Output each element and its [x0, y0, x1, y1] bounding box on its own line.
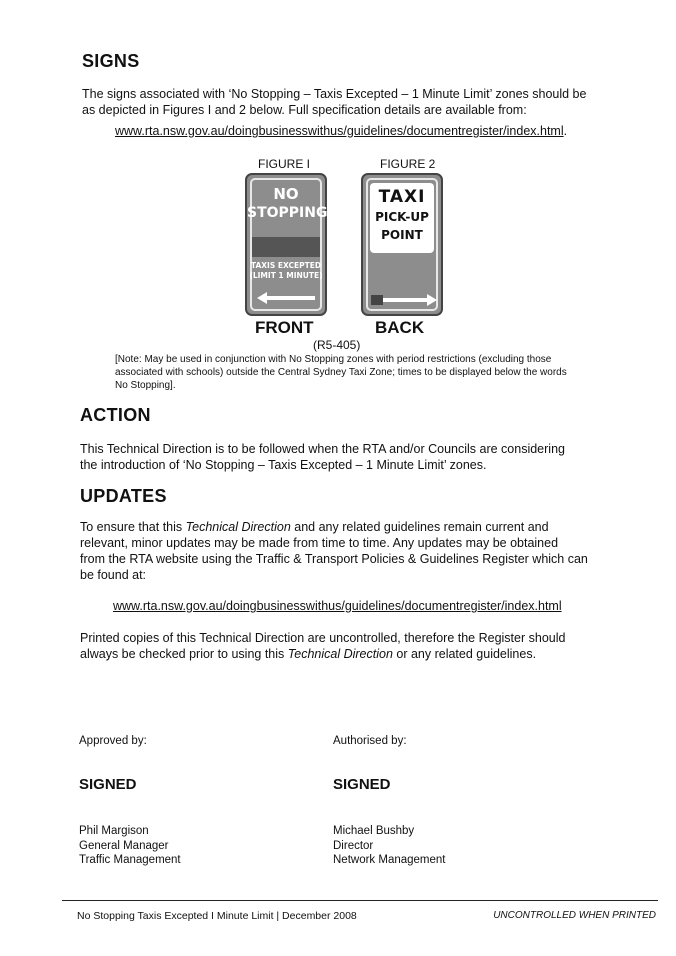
front-label: FRONT	[255, 318, 314, 337]
signs-para-line1: The signs associated with ‘No Stopping – Taxis Excepted – 1 Minute Limit’ zones should be	[82, 87, 587, 101]
left-signed: SIGNED	[79, 776, 137, 793]
sign1-small2: (LIMIT 1 MINUTE)	[249, 271, 323, 280]
sign1-line1: NO	[273, 185, 299, 203]
taxi-pickup-sign-back	[361, 173, 443, 316]
printed-line2: always be checked prior to using this Technical Direction or any related guidelines.	[80, 647, 537, 661]
sign2-line1: TAXI	[378, 187, 426, 207]
authorised-by-caption: Authorised by:	[333, 735, 407, 747]
right-dept: Network Management	[333, 854, 446, 866]
updates-line3: from the RTA website using the Traffic & Transport Policies & Guidelines Register which can	[80, 552, 588, 566]
note-line2: associated with schools) outside the Central Sydney Taxi Zone; times to be displayed below the words	[115, 367, 567, 378]
left-signatory	[79, 824, 181, 868]
specification-link[interactable]: www.rta.nsw.gov.au/doingbusinesswithus/guidelines/documentregister/index.html	[115, 124, 564, 138]
updates-heading: UPDATES	[80, 486, 167, 506]
signs-para-line2: as depicted in Figures I and 2 below. Full specification details are available from:	[82, 103, 527, 117]
sign2-line3: POINT	[381, 228, 423, 242]
no-stopping-sign-front	[245, 173, 327, 316]
signs-heading: SIGNS	[82, 51, 140, 71]
updates-line1: To ensure that this Technical Direction and any related guidelines remain current and	[80, 520, 549, 534]
action-line2: the introduction of ‘No Stopping – Taxis Excepted – 1 Minute Limit’ zones.	[80, 458, 487, 472]
technical-direction-italic-2: Technical Direction	[287, 647, 393, 661]
sign1-small1: TAXIS EXCEPTED	[250, 261, 322, 270]
note-line1: [Note: May be used in conjunction with No Stopping zones with period restrictions (excluding those	[115, 354, 552, 365]
sign2-line2: PICK-UP	[375, 210, 429, 224]
left-arrow-icon	[257, 292, 315, 304]
approved-by-caption: Approved by:	[79, 735, 147, 747]
right-signed: SIGNED	[333, 776, 391, 793]
signs-link-row	[115, 124, 567, 138]
sign1-line2: STOPPING	[247, 205, 328, 221]
sign2-dark-square	[371, 295, 383, 305]
link-period: .	[563, 124, 568, 138]
action-paragraph	[80, 441, 602, 473]
technical-direction-italic: Technical Direction	[185, 520, 291, 534]
left-title: General Manager	[79, 839, 169, 852]
sign-note	[115, 353, 603, 392]
right-title: Director	[333, 839, 374, 852]
sign-code: (R5-405)	[313, 338, 361, 352]
left-dept: Traffic Management	[79, 854, 181, 866]
signs-paragraph	[82, 86, 602, 118]
footer-right: UNCONTROLLED WHEN PRINTED	[493, 910, 656, 921]
right-arrow-icon	[383, 294, 437, 306]
printed-line1: Printed copies of this Technical Direction are uncontrolled, therefore the Register should	[80, 631, 566, 645]
printed-copies-paragraph	[80, 630, 602, 662]
updates-line4: be found at:	[80, 568, 147, 582]
register-link[interactable]: www.rta.nsw.gov.au/doingbusinesswithus/guidelines/documentregister/index.html	[113, 599, 562, 613]
right-signatory	[333, 824, 446, 868]
figure2-label: FIGURE 2	[380, 157, 436, 171]
updates-line2: relevant, minor updates may be made from time to time. Any updates may be obtained	[80, 536, 559, 550]
updates-link-row	[113, 599, 562, 613]
footer-rule	[62, 900, 658, 901]
back-label: BACK	[375, 318, 425, 337]
action-heading: ACTION	[80, 405, 151, 425]
footer-left: No Stopping Taxis Excepted I Minute Limit | December 2008	[77, 910, 357, 922]
note-line3: No Stopping].	[115, 380, 176, 391]
left-name: Phil Margison	[79, 825, 149, 837]
figure1-label: FIGURE I	[258, 157, 311, 171]
action-line1: This Technical Direction is to be followed when the RTA and/or Councils are considering	[80, 442, 565, 456]
updates-paragraph	[80, 519, 602, 583]
right-name: Michael Bushby	[333, 825, 415, 837]
sign1-dark-band	[252, 237, 320, 257]
